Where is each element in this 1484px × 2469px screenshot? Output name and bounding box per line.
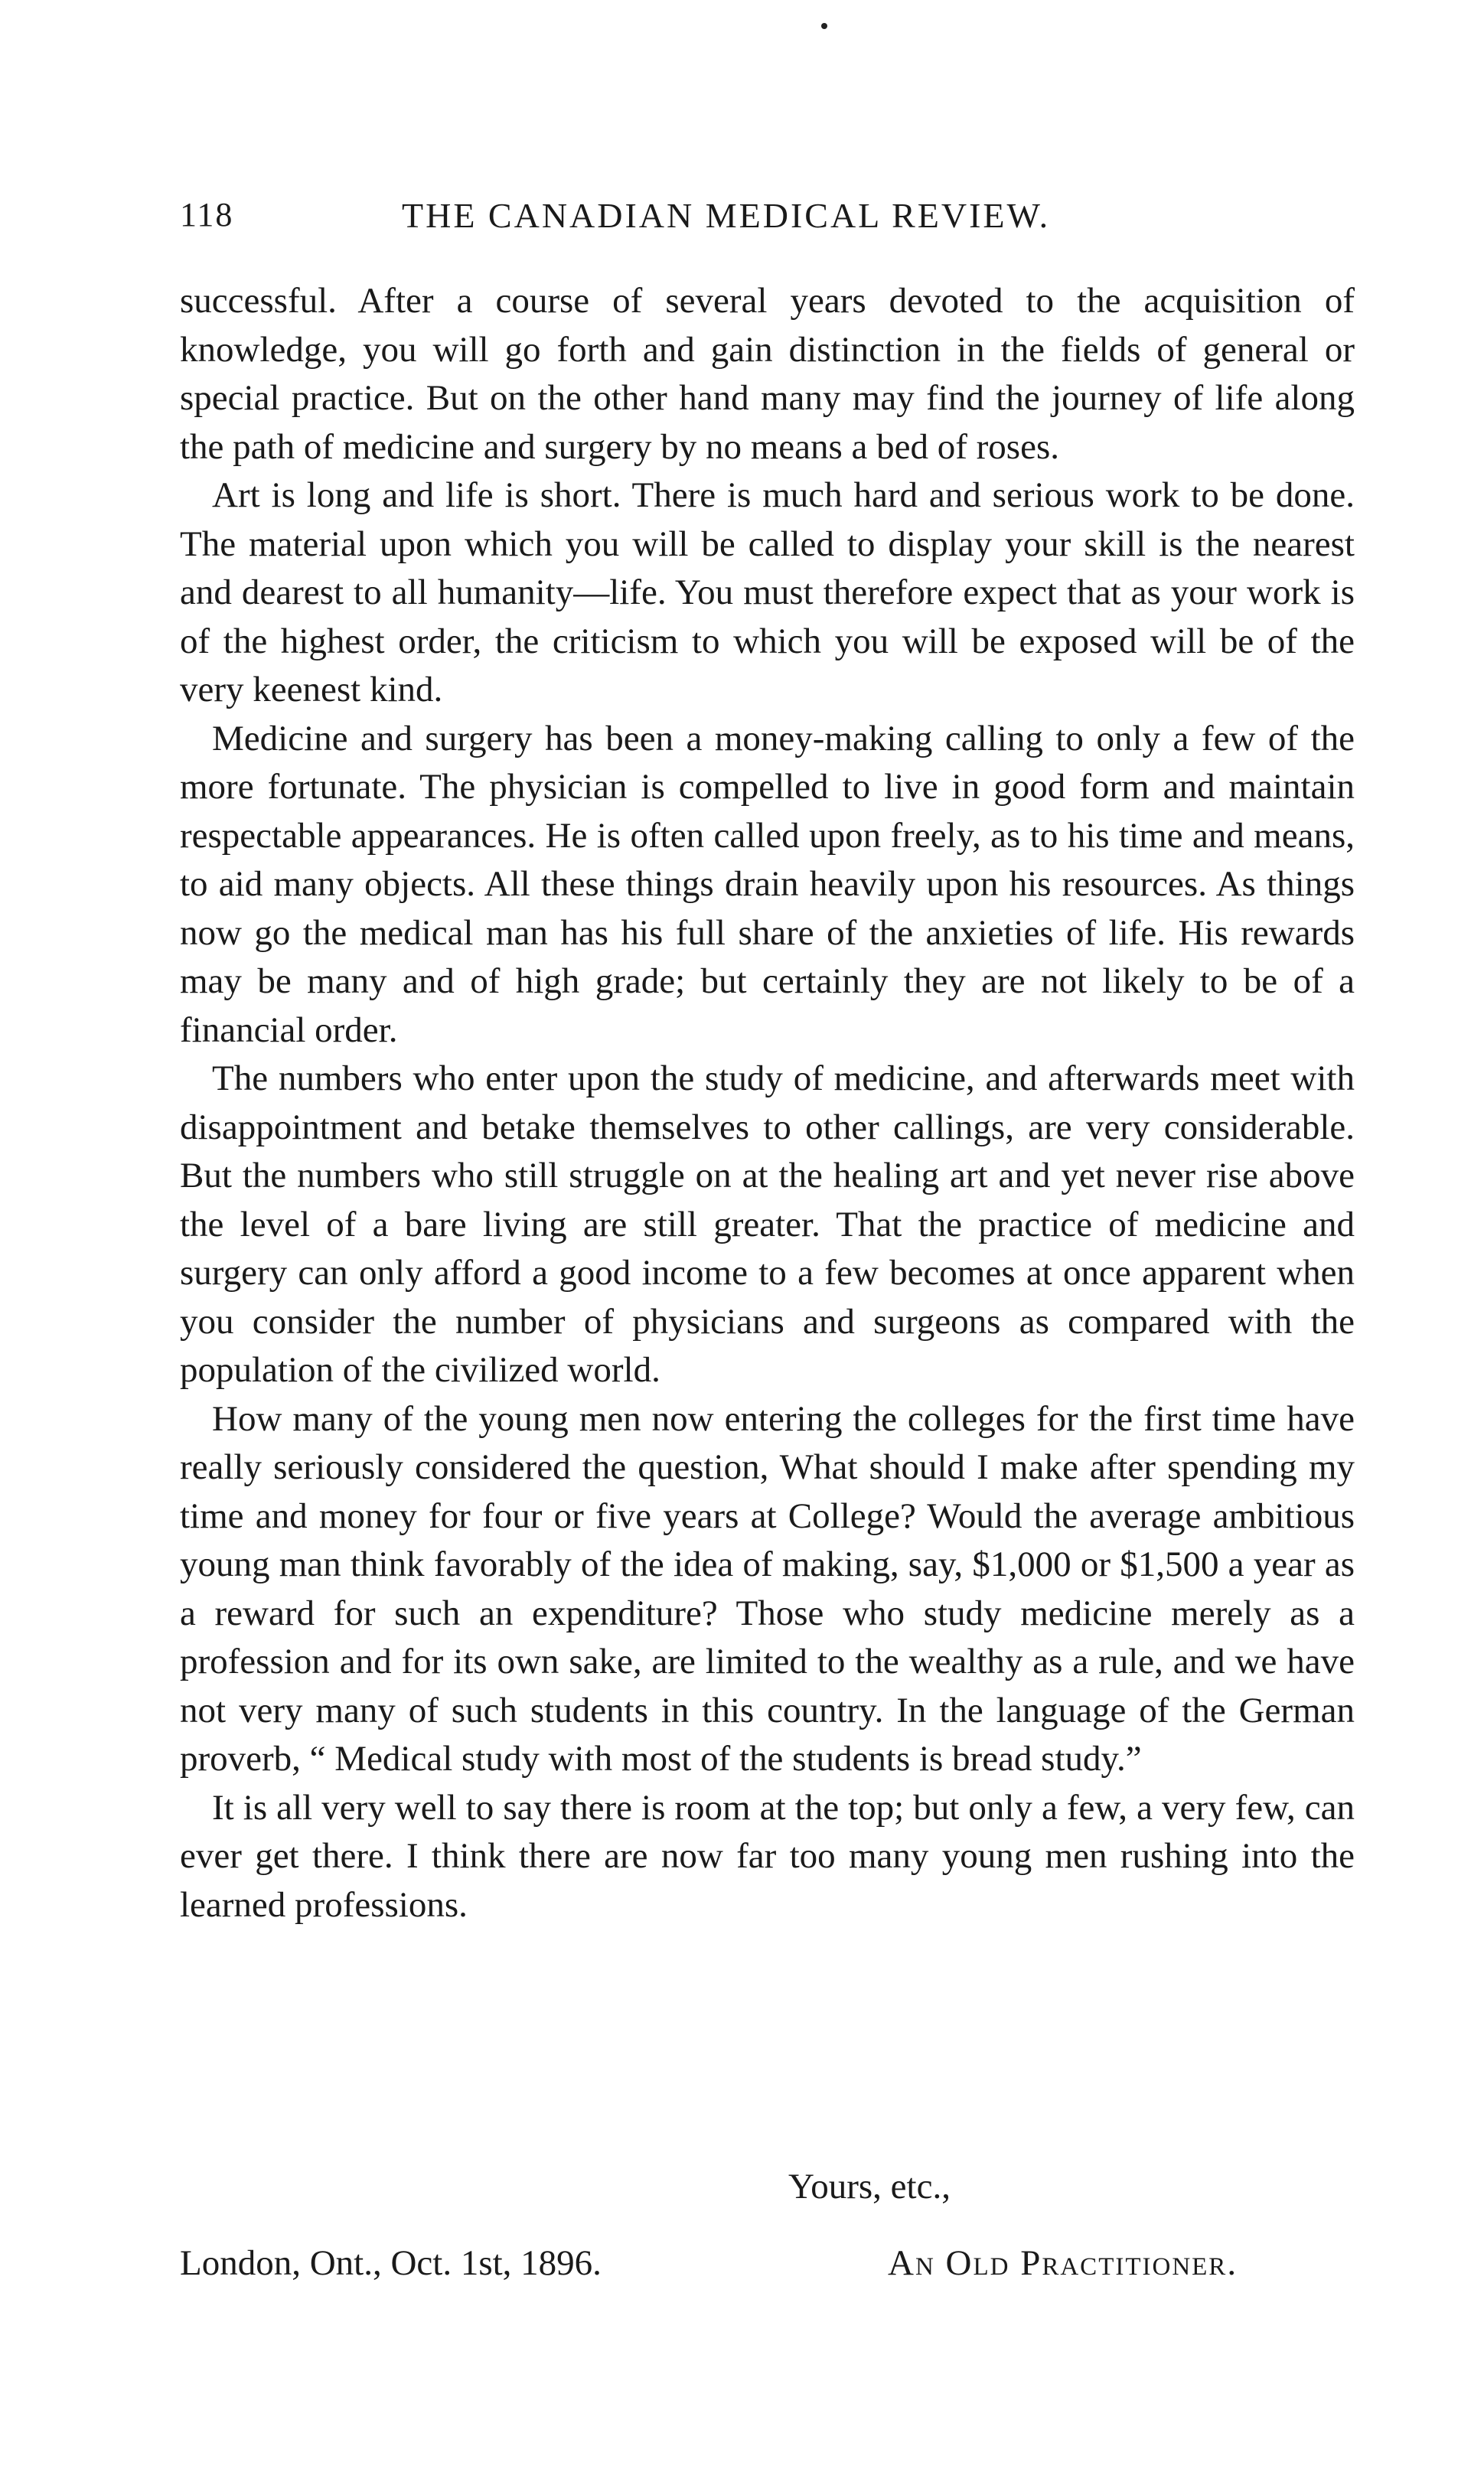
paragraph-5: How many of the young men now entering the colleges for the first time have really seriously considered the question, What should I make after spending my time and money for four or five years at College? Would the average ambitious young man think favorably of the idea of making, say, $1,000 or $1,500 a year as a reward for such an expenditure? Those who study medicine merely as a profession and for its own sake, are limited to the wealthy as a rule, and we have not very many of such students in this country. In the language of the German proverb, “ Medical study with most of the students is bread study.” [180, 1398, 1355, 1779]
signature: An Old Practitioner. [888, 2243, 1238, 2283]
paragraph-3: Medicine and surgery has been a money-making calling to only a few of the more fortunate. The physician is compelled to live in good form and maintain respectable appearances. He is often called upon freely, as to his time and means, to aid many objects. All these things drain heavily upon his resources. As things now go the medical man has his full share of the anxieties of life. His rewards may be many and of high grade; but certainly they are not likely to be of a financial order. [180, 718, 1355, 1050]
paragraph-1: successful. After a course of several years devoted to the acquisition of knowledge, you will go forth and gain distinction in the fields of general or special practice. But on the other hand many may find the journey of life along the path of medicine and surgery by no means a bed of roses. [180, 281, 1355, 467]
ink-dot [821, 23, 827, 29]
paragraph-2: Art is long and life is short. There is much hard and serious work to be done. The material upon which you will be called to display your skill is the nearest and dearest to all humanity—life. You must therefore expect that as your work is of the highest order, the criticism to which you will be exposed will be of the very keenest kind. [180, 475, 1355, 709]
page-header [180, 195, 1328, 249]
page-number: 118 [180, 196, 234, 233]
running-head: THE CANADIAN MEDICAL REVIEW. [402, 196, 1051, 235]
place-and-date: London, Ont., Oct. 1st, 1896. [180, 2243, 602, 2283]
closing-salutation: Yours, etc., [788, 2167, 951, 2206]
letter-body [180, 277, 1355, 1929]
paragraph-6: It is all very well to say there is room at the top; but only a few, a very few, can ever get there. I think there are now far too many young men rushing into the learned professions. [180, 1787, 1355, 1925]
paragraph-4: The numbers who enter upon the study of medicine, and afterwards meet with disappointment and betake themselves to other callings, are very considerable. But the numbers who still struggle on at the healing art and yet never rise above the level of a bare living are still greater. That the practice of medicine and surgery can only afford a good income to a few becomes at once apparent when you consider the number of physicians and surgeons as compared with the population of the civilized world. [180, 1058, 1355, 1390]
